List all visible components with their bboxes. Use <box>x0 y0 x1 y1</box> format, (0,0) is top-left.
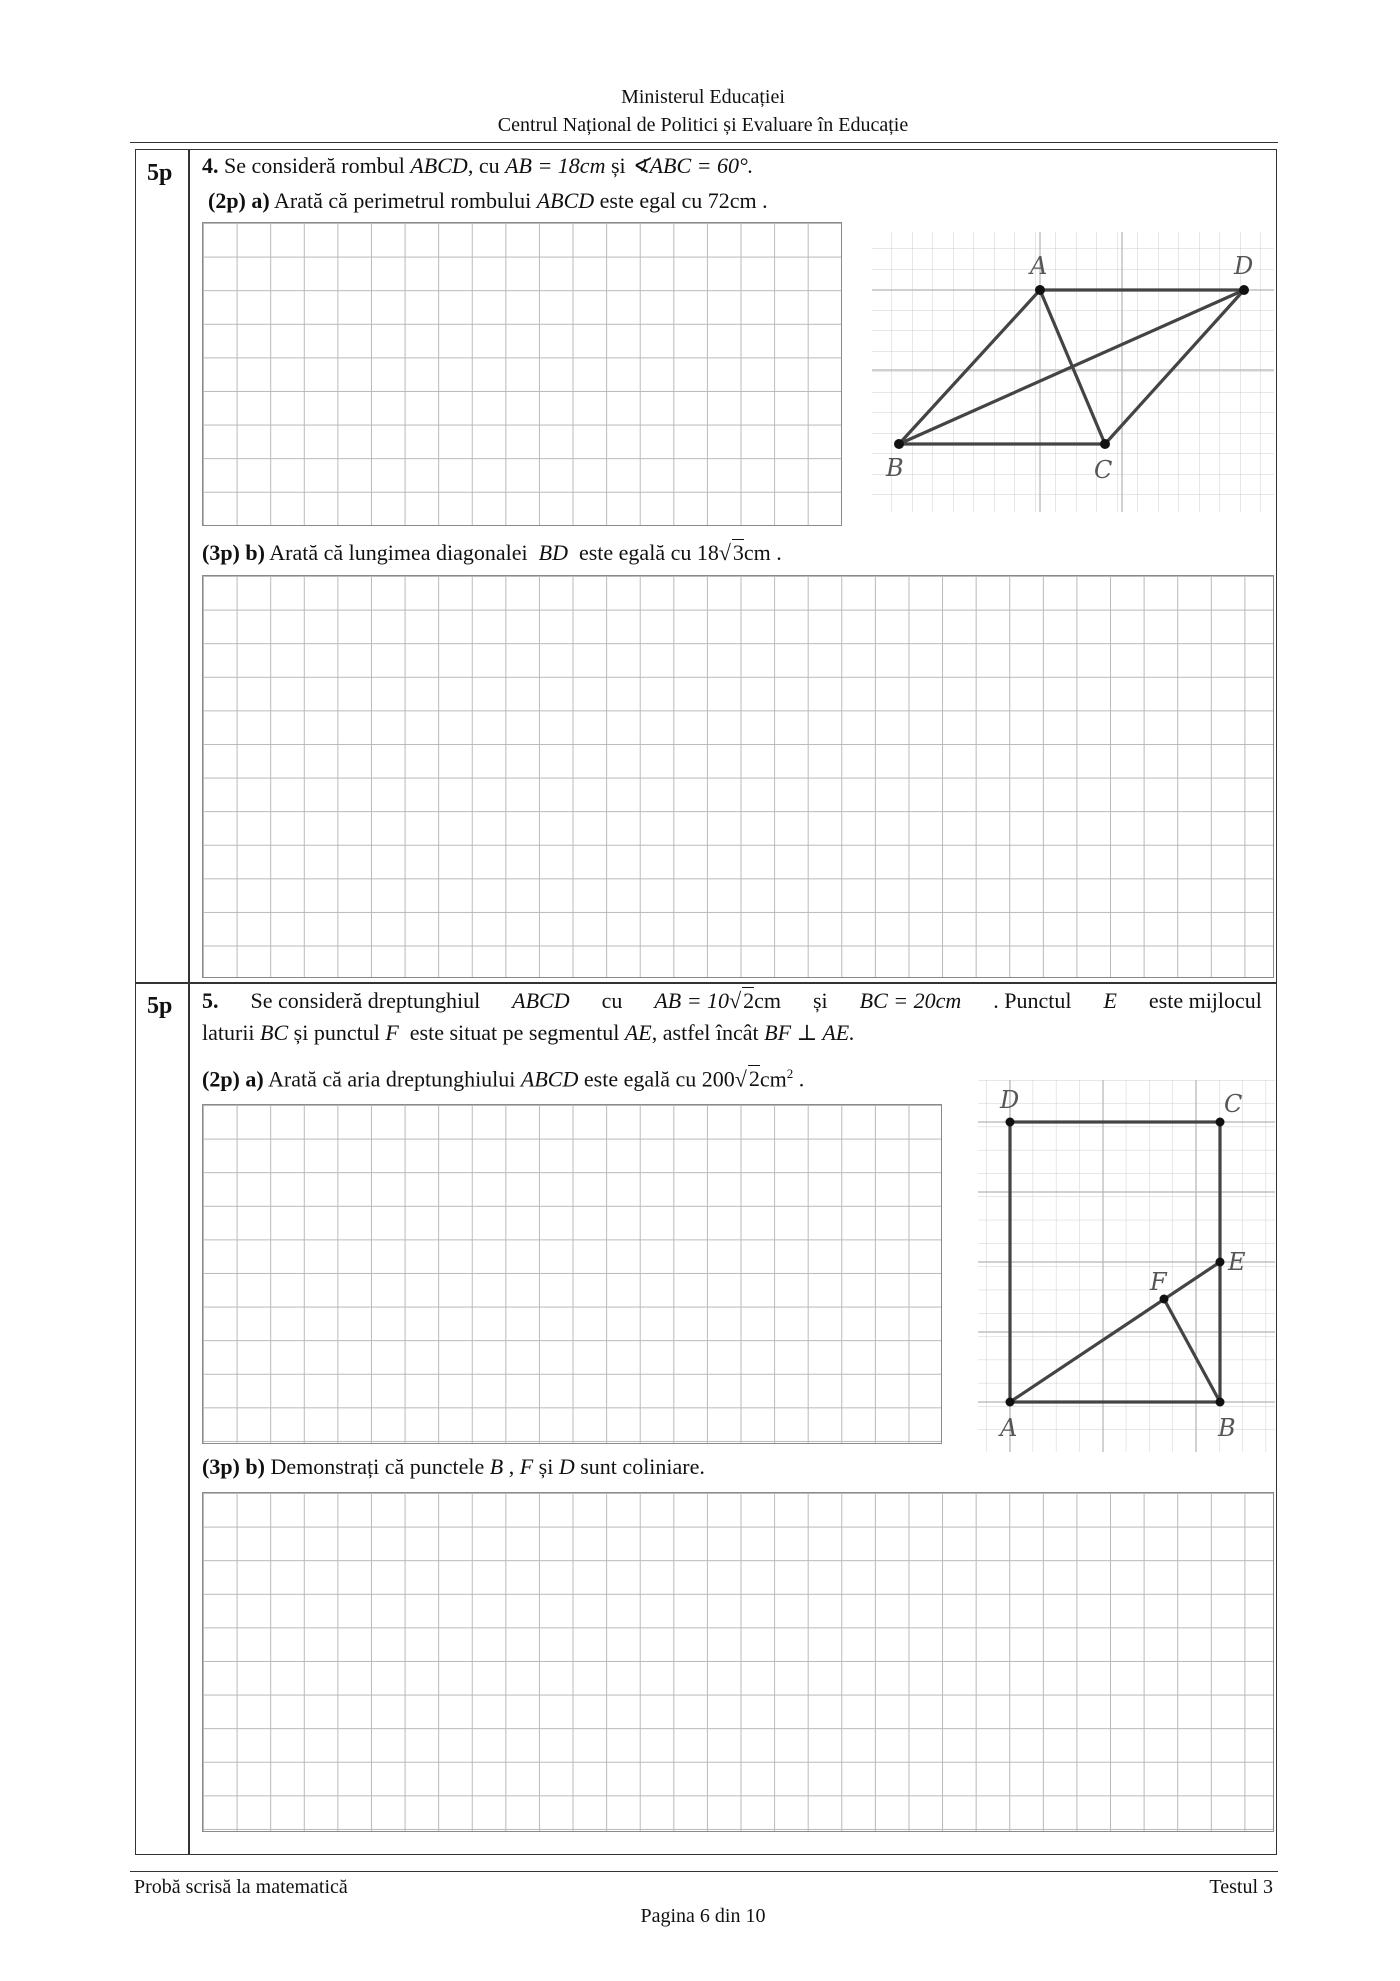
label-a5: A <box>1000 1414 1018 1442</box>
q4-number: 4. <box>202 153 219 178</box>
rectangle-figure <box>978 1080 1275 1452</box>
q4-ab: AB = 18cm <box>505 153 606 178</box>
exercise-separator <box>135 982 1277 984</box>
q4-abcd: ABCD <box>410 153 468 178</box>
label-a: A <box>1030 252 1048 280</box>
rhombus-figure <box>872 232 1274 512</box>
label-d: D <box>1234 252 1254 280</box>
q5-statement-line2: laturii BC și punctul F este situat pe segmentul AE, astfel încât BF ⊥ AE. <box>202 1020 855 1045</box>
q4a-text2: este egal cu <box>599 188 703 213</box>
label-b5: B <box>1218 1414 1236 1442</box>
q4a-abcd: ABCD <box>536 188 595 213</box>
q5a-answer-grid[interactable] <box>202 1104 942 1444</box>
q4-statement <box>202 153 753 179</box>
q4b-text1: Arată că lungimea diagonalei <box>269 540 528 565</box>
q4b-text2: este egală cu <box>578 540 692 565</box>
q5b-points: (3p) b) <box>202 1454 265 1479</box>
q4a-points: (2p) a) <box>208 188 270 213</box>
q4b-unit: cm . <box>743 540 782 565</box>
label-d5: D <box>1000 1086 1020 1114</box>
label-f5: F <box>1150 1268 1167 1296</box>
q5a-points: (2p) a) <box>202 1066 264 1092</box>
q4-intro-b: , cu <box>467 153 500 178</box>
q5-statement-line1: 5. Se consideră dreptunghiul ABCD cu AB = 10√2cm și BC = 20cm . Punctul E este mijlocul <box>202 988 1262 1013</box>
label-c5: C <box>1224 1090 1243 1118</box>
q4b-answer-grid[interactable] <box>202 575 1274 978</box>
q4a-text1: Arată că perimetrul rombului <box>274 188 532 213</box>
label-b: B <box>886 454 904 482</box>
q4-intro: Se consideră rombul <box>224 153 405 178</box>
label-e5: E <box>1228 1248 1246 1276</box>
q4b-points: (3p) b) <box>202 540 265 565</box>
q5-number: 5. <box>202 988 219 1013</box>
header-rule <box>130 142 1278 143</box>
q4a-answer-grid[interactable] <box>202 222 842 526</box>
q4b-bd: BD <box>538 540 568 565</box>
label-c: C <box>1094 456 1113 484</box>
q5a-statement: (2p) a) Arată că aria dreptunghiului ABCD este egală cu $200√2cm^2$ . <box>202 1066 805 1092</box>
q4b-coef: 18 <box>696 540 719 565</box>
footer-rule <box>130 1871 1278 1872</box>
q5b-statement: (3p) b) Demonstrați că punctele B , F și D sunt coliniare. <box>202 1454 705 1479</box>
q4a-statement <box>208 188 768 214</box>
q5b-answer-grid[interactable] <box>202 1492 1274 1832</box>
q4-angle: ∢ABC = 60°. <box>631 153 754 178</box>
q4-and: și <box>610 153 626 178</box>
points-column-divider <box>188 149 190 1855</box>
q4b-statement <box>202 540 782 566</box>
footer-left: Probă scrisă la matematică <box>134 1876 348 1898</box>
q4a-value: 72cm . <box>707 188 768 213</box>
q5-points: 5p <box>147 993 173 1019</box>
header-line-1: Ministerul Educației <box>621 86 785 108</box>
header-line-2: Centrul Național de Politici și Evaluare în Educație <box>497 114 909 136</box>
q4b-radical: √3 <box>718 540 744 565</box>
footer-right: Testul 3 <box>1209 1876 1273 1898</box>
q4-points: 5p <box>147 160 173 186</box>
page-number: Pagina 6 din 10 <box>640 1905 766 1927</box>
